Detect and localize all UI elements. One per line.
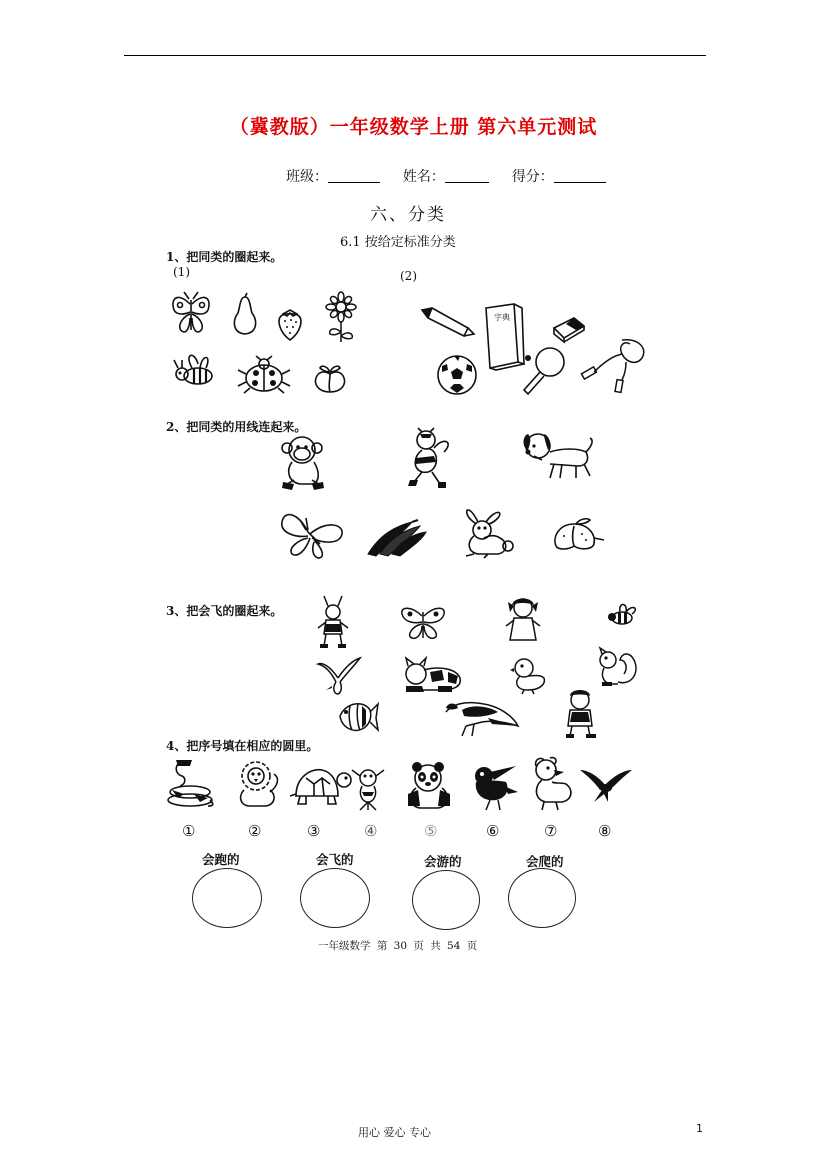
- jump-rope-icon[interactable]: [578, 336, 650, 394]
- category-swim-label: 会游的: [424, 854, 462, 869]
- chapter-title: 六、分类: [370, 205, 446, 225]
- panda-icon[interactable]: [404, 762, 454, 810]
- butterfly-icon[interactable]: [168, 290, 214, 336]
- fish-icon[interactable]: [336, 698, 378, 736]
- butterfly-3-icon[interactable]: [398, 604, 448, 642]
- duckling-icon[interactable]: [510, 656, 550, 694]
- question-1-part-2: (2): [400, 269, 417, 283]
- section-title: 6.1 按给定标准分类: [340, 235, 456, 250]
- answer-circle-crawl[interactable]: [508, 868, 576, 928]
- category-crawl-label: 会爬的: [526, 854, 564, 869]
- page-number: 1: [696, 1122, 703, 1135]
- student-info-line: [286, 166, 606, 186]
- marker-pen-icon[interactable]: [418, 306, 476, 340]
- bee-character-icon[interactable]: [404, 428, 456, 488]
- turtle-icon[interactable]: [290, 766, 352, 806]
- number-4: ④: [364, 822, 378, 840]
- peach-2-icon[interactable]: [550, 516, 606, 552]
- answer-circle-swim[interactable]: [412, 870, 480, 930]
- category-fly-label: 会飞的: [316, 852, 354, 867]
- document-title: （冀教版）一年级数学上册 第六单元测试: [229, 116, 598, 138]
- name-label: 姓名：: [402, 169, 445, 185]
- number-8: ⑧: [598, 822, 612, 840]
- question-1-text: 1、把同类的圈起来。: [166, 250, 283, 264]
- seagull-icon[interactable]: [316, 656, 362, 696]
- puppy-icon[interactable]: [520, 430, 594, 480]
- peach-icon[interactable]: [312, 360, 348, 394]
- question-2-text: 2、把同类的用线连起来。: [166, 420, 307, 434]
- cat-lying-icon[interactable]: [402, 658, 464, 694]
- name-blank[interactable]: [445, 182, 489, 183]
- shrimp-icon[interactable]: [350, 766, 388, 812]
- score-label: 得分：: [511, 169, 554, 185]
- lion-icon[interactable]: [234, 760, 280, 808]
- answer-circle-fly[interactable]: [300, 868, 370, 928]
- dictionary-label: 字典: [494, 313, 510, 322]
- crow-icon[interactable]: [470, 764, 520, 810]
- duck-icon[interactable]: [528, 756, 574, 810]
- soccer-ball-icon[interactable]: [436, 354, 478, 396]
- category-run-label: 会跑的: [202, 852, 240, 867]
- number-1: ①: [182, 822, 196, 840]
- rabbit-character-icon[interactable]: [316, 596, 350, 648]
- girl-character-icon[interactable]: [504, 596, 542, 642]
- book-page-line: 一年级数学 第 30 页 共 54 页: [318, 940, 478, 952]
- number-3: ③: [307, 822, 321, 840]
- number-2: ②: [248, 822, 262, 840]
- strawberry-icon[interactable]: [273, 308, 307, 344]
- number-7: ⑦: [544, 822, 558, 840]
- number-6: ⑥: [486, 822, 500, 840]
- class-label: 班级：: [286, 169, 328, 185]
- question-4-text: 4、把序号填在相应的圆里。: [166, 739, 319, 753]
- swallow-icon[interactable]: [580, 768, 632, 804]
- ladybug-icon[interactable]: [236, 356, 292, 394]
- squirrel-icon[interactable]: [596, 646, 640, 688]
- header-rule: [124, 55, 706, 56]
- butterfly-2-icon[interactable]: [276, 510, 346, 560]
- flower-icon[interactable]: [320, 292, 362, 344]
- eagle-icon[interactable]: [442, 696, 520, 738]
- question-1-part-1: (1): [173, 265, 190, 279]
- bananas-icon[interactable]: [366, 520, 428, 556]
- monkey-icon[interactable]: [280, 434, 326, 492]
- question-3-text: 3、把会飞的圈起来。: [166, 604, 283, 618]
- answer-circle-run[interactable]: [192, 868, 262, 928]
- bee-2-icon[interactable]: [606, 602, 640, 628]
- snake-icon[interactable]: [164, 758, 216, 810]
- rabbit-icon[interactable]: [458, 506, 520, 558]
- score-blank[interactable]: [554, 182, 606, 183]
- footer-slogan: 用心 爱心 专心: [358, 1126, 431, 1139]
- number-5: ⑤: [424, 822, 438, 840]
- boy-character-icon[interactable]: [562, 686, 600, 738]
- pear-icon[interactable]: [230, 293, 260, 337]
- bee-icon[interactable]: [172, 350, 218, 392]
- class-blank[interactable]: [328, 182, 380, 183]
- ping-pong-paddle-icon[interactable]: [518, 346, 566, 396]
